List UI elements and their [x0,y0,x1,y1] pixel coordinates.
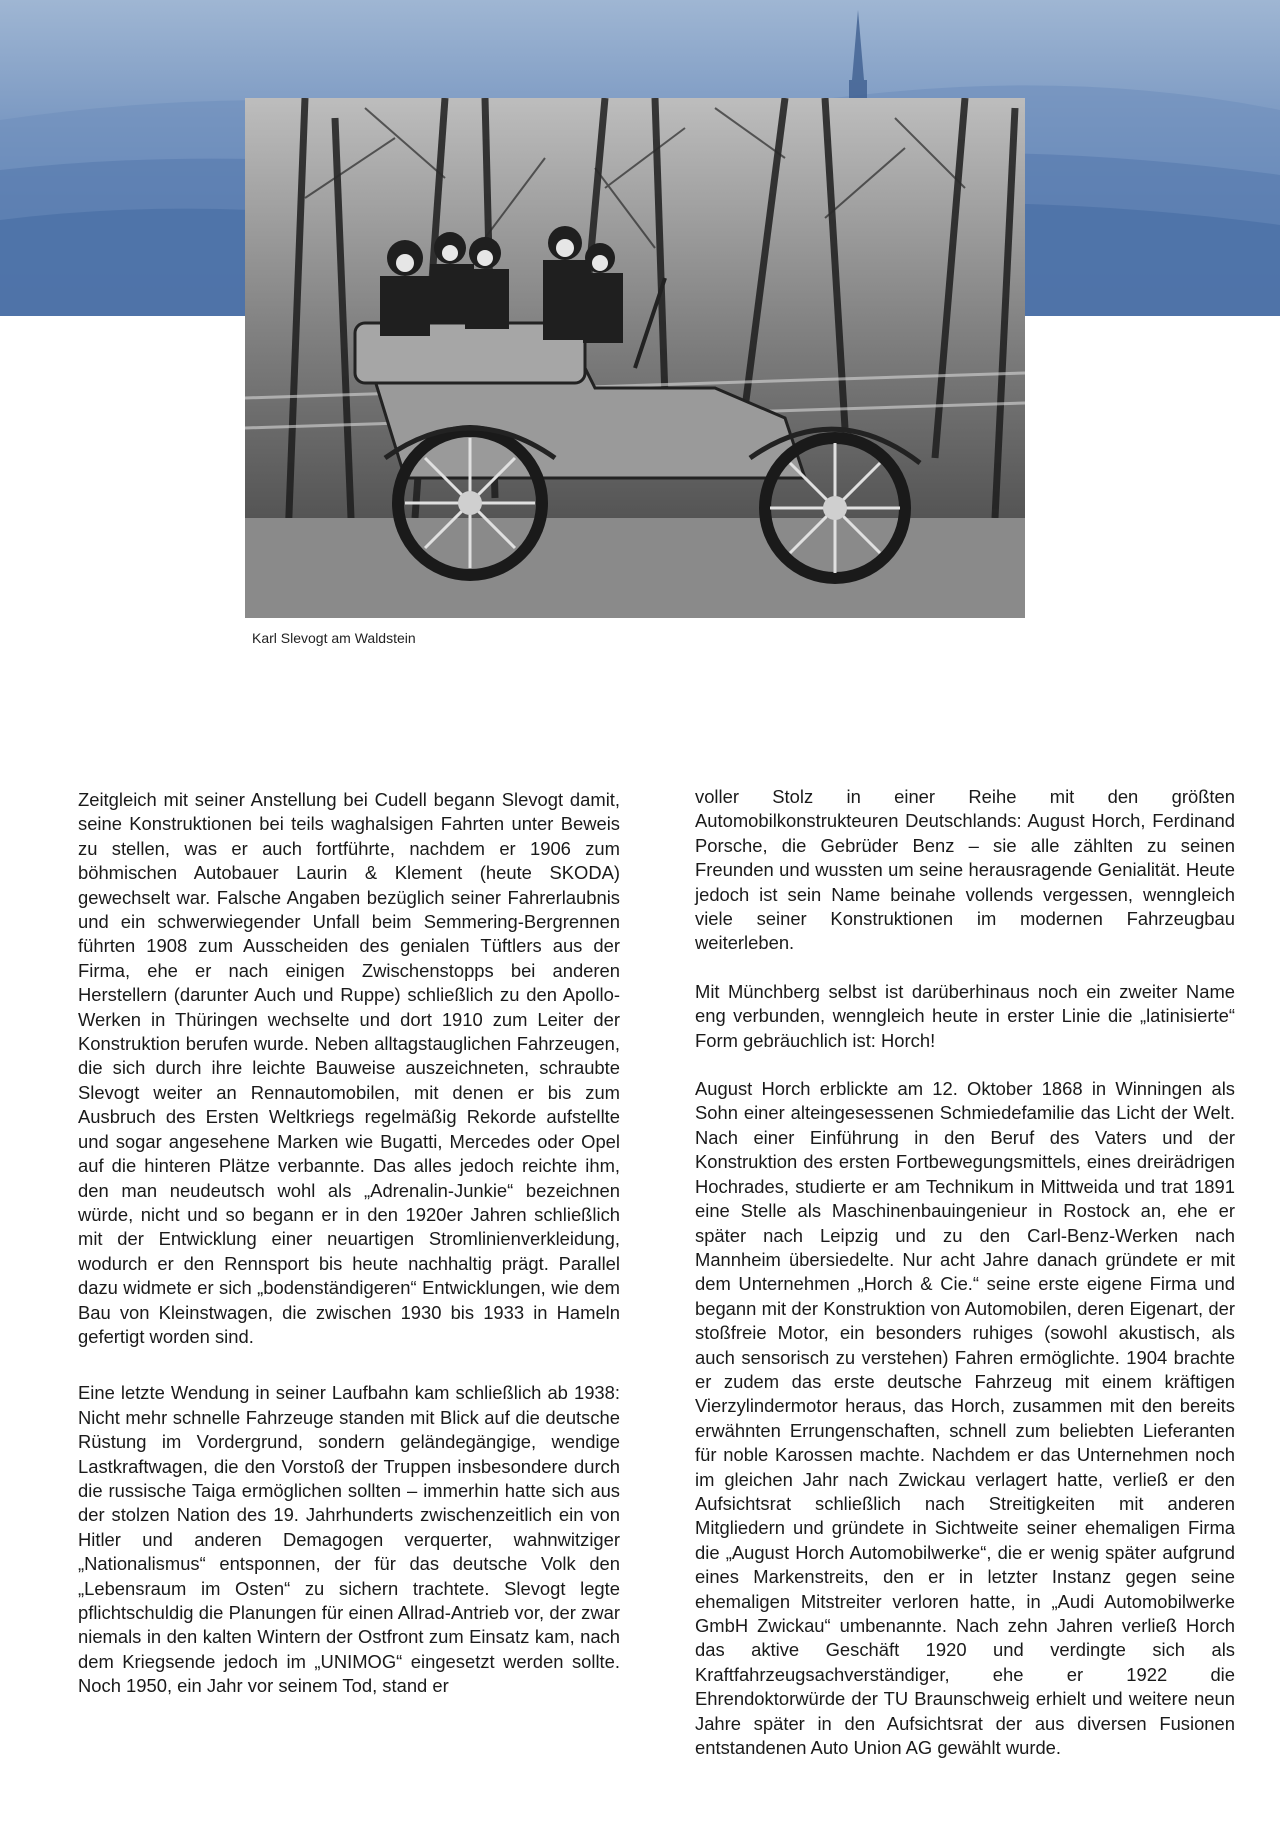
paragraph-slevogt-late-career: Eine letzte Wendung in seiner Laufbahn kam schließlich ab 1938: Nicht mehr schnelle Fahrzeuge standen mit Blick auf die deutsche Rüstung im Vordergrund, sondern geländegängige, wendige Lastkraftwagen, die den Vorstoß der Truppen insbesondere durch die russische Taiga ermöglichen sollten – immerhin hatte sich aus der stolzen Nation des 19. Jahrhunderts zwischenzeitlich ein von Hitler und anderen Demagogen verquerter, wahnwitziger „Nationalismus“ entsponnen, der für das deutsche Volk den „Lebensraum im Osten“ zu sichern trachtete. Slevogt legte pflichtschuldig die Planungen für einen Allrad-Antrieb vor, der zwar niemals in den kalten Wintern der Ostfront zum Einsatz kam, nach dem Kriegsende jedoch im „UNIMOG“ eingesetzt werden sollte. Noch 1950, ein Jahr vor seinem Tod, stand er [78,1382,620,1697]
right-text-column [695,785,1235,1784]
historic-photo-car [245,98,1025,618]
left-text-column [78,788,620,1723]
paragraph-slevogt-career: Zeitgleich mit seiner Anstellung bei Cudell begann Slevogt damit, seine Konstruktionen bei teils waghalsigen Fahrten unter Beweis zu stellen, was er auch fortführte, nachdem er 1906 zum böhmischen Autobauer Laurin & Klement (heute SKODA) gewechselt war. Falsche Angaben bezüglich seiner Fahrerlaubnis und ein schwerwiegender Unfall beim Semmering-Bergrennen führten 1908 zum Ausscheiden des genialen Tüftlers aus der Firma, ehe er nach einigen Zwischenstopps bei anderen Herstellern (darunter Auch und Ruppe) schließlich zu den Apollo-Werken in Thüringen wechselte und dort 1910 zum Leiter der Konstruktion berufen wurde. Neben alltagstauglichen Fahrzeugen, die sich durch ihre leichte Bauweise auszeichneten, schraubte Slevogt weiter an Rennautomobilen, mit denen er bis zum Ausbruch des Ersten Weltkriegs regelmäßig Rekorde aufstellte und sogar angesehene Marken wie Bugatti, Mercedes oder Opel auf die hinteren Plätze verbannte. Das alles jedoch reichte ihm, den man neudeutsch wohl als „Adrenalin-Junkie“ bezeichnen würde, nicht und so begann er in den 1920er Jahren schließlich mit der Entwicklung einer neuartigen Stromlinienverkleidung, wodurch er den Rennsport bis heute nachhaltig prägt. Parallel dazu widmete er sich „bodenständigeren“ Entwicklungen, wie dem Bau von Kleinstwagen, die zwischen 1930 bis 1933 in Hameln gefertigt worden sind. [78,789,620,1347]
paragraph-horch-biography: August Horch erblickte am 12. Oktober 1868 in Winningen als Sohn einer alteingesessenen Schmiedefamilie das Licht der Welt. Nach einer Einführung in den Beruf des Vaters und der Konstruktion des ersten Fortbewegungsmittels, eines dreirädrigen Hochrades, studierte er am Technikum in Mittweida und trat 1891 eine Stelle als Maschinenbauingenieur in Rostock an, ehe er später nach Leipzig und zu den Carl-Benz-Werken nach Mannheim übersiedelte. Nur acht Jahre danach gründete er mit dem Unternehmen „Horch & Cie.“ seine erste eigene Firma und begann mit der Konstruktion von Automobilen, deren Eigenart, der stoßfreie Motor, ein besonders ruhiges (sowohl akustisch, als auch sensorisch zu verstehen) Fahren ermöglichte. 1904 brachte er zudem das erste deutsche Fahrzeug mit einem kräftigen Vierzylindermotor heraus, das Horch, zusammen mit den bereits erwähnten Errungenschaften, schnell zum beliebten Lieferanten für noble Karossen machte. Nachdem er das Unternehmen noch im gleichen Jahr nach Zwickau verlagert hatte, verließ er den Aufsichtsrat schließlich nach Streitigkeiten mit anderen Mitgliedern und gründete in Sichtweite seiner ehemaligen Firma die „August Horch Automobilwerke“, die er wenig später aufgrund eines Markenstreits, den er in letzter Instanz gegen seine ehemaligen Mitstreiter verloren hatte, in „Audi Automobilwerke GmbH Zwickau“ umbenannte. Nach zehn Jahren verließ Horch das aktive Geschäft 1920 und verdingte sich als Kraftfahrzeugsachverständiger, ehe er 1922 die Ehrendoktorwürde der TU Braunschweig erhielt und weitere neun Jahre später in den Aufsichtsrat der aus diversen Fusionen entstandenen Auto Union AG gewählt wurde. [695,1078,1235,1759]
paragraph-horch-intro: Mit Münchberg selbst ist darüberhinaus noch ein zweiter Name eng verbunden, wenngleich heute in erster Linie die „latinisierte“ Form gebräuchlich ist: Horch! [695,980,1235,1051]
photo-caption: Karl Slevogt am Waldstein [252,630,416,646]
paragraph-slevogt-legacy: voller Stolz in einer Reihe mit den größten Automobilkonstrukteuren Deutschlands: August Horch, Ferdinand Porsche, die Gebrüder Benz – sie alle zählten zu seinen Freunden und wussten um seine herausragende Genialität. Heute jedoch ist sein Name beinahe vollends vergessen, wenngleich viele seiner Konstruktionen im modernen Fahrzeugbau weiterleben. [695,786,1235,954]
